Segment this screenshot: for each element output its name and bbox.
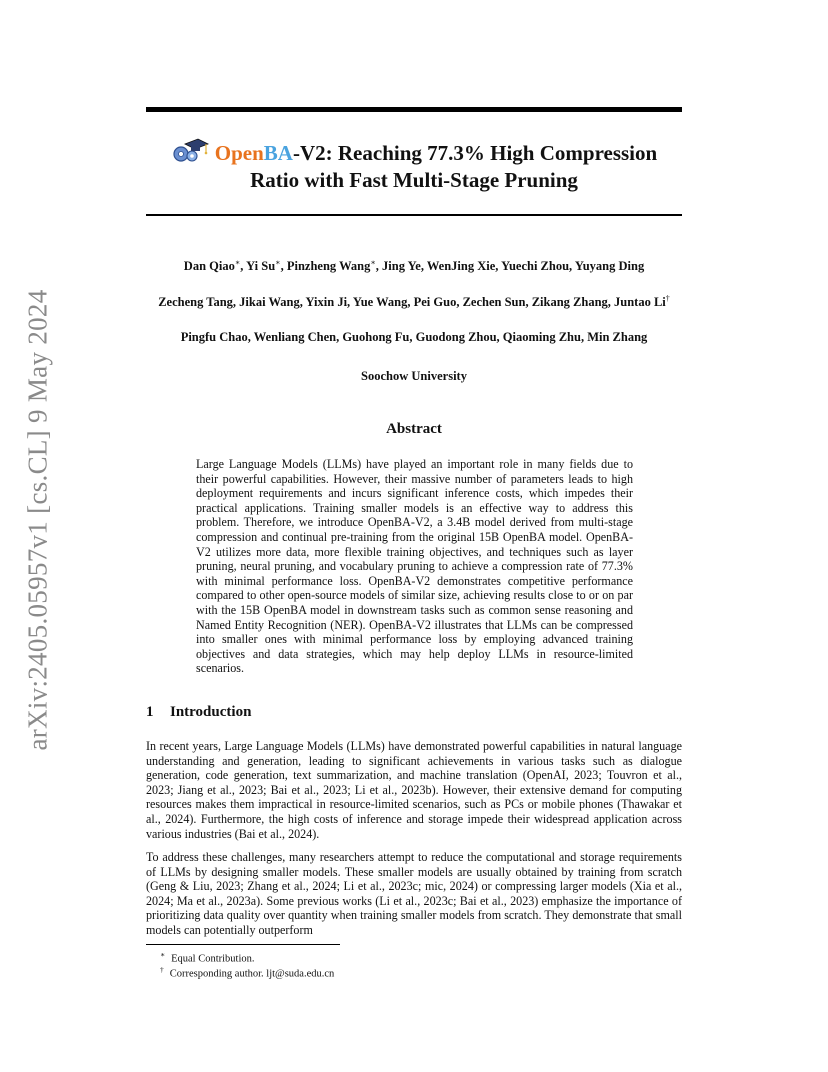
title-bottom-rule	[146, 214, 682, 216]
author: Pinzheng Wang∗	[286, 258, 376, 274]
arxiv-stamp-text: arXiv:2405.05957v1 [cs.CL] 9 May 2024	[22, 289, 53, 751]
author: Yuechi Zhou	[501, 259, 570, 274]
author-line-1: Dan Qiao∗, Yi Su∗, Pinzheng Wang∗, Jing Ye, WenJing Xie, Yuechi Zhou, Yuyang Ding	[183, 258, 645, 274]
paper-title	[146, 138, 682, 194]
title-brand-ba: BA	[263, 141, 293, 165]
footnote-corresponding-author	[160, 963, 334, 981]
intro-paragraph-1: In recent years, Large Language Models (LLMs) have demonstrated powerful capabilities in natural language understanding and generation, leading to significant achievements in various tasks such as dialogue generation, code generation, text summarization, and machine translation (OpenAI, 2023; Touvron et al., 2023; Jiang et al., 2023; Bai et al., 2023; Li et al., 2023b). However, their extensive demand for computing resources makes them impractical in resource-limited scenarios, such as PCs or mobile phones (Thawakar et al., 2024). Furthermore, the high costs of inference and storage impede their widespread application across various industries (Bai et al., 2024).	[146, 739, 682, 841]
corresponding-author-mark: †	[665, 294, 670, 303]
section-heading	[146, 704, 251, 721]
section-number: 1	[146, 704, 154, 720]
author: Jing Ye	[382, 259, 421, 274]
footnote-text: Equal Contribution.	[171, 953, 255, 965]
title-line-1-text: -V2: Reaching 77.3% High Compression	[292, 141, 658, 165]
footnote-rule	[146, 944, 340, 945]
arxiv-identifier-stamp	[22, 290, 54, 750]
author-line-3: Pingfu Chao, Wenliang Chen, Guohong Fu, Guodong Zhou, Qiaoming Zhu, Min Zhang	[180, 330, 648, 344]
affiliation: Soochow University	[361, 369, 467, 383]
title-brand-open: Open	[214, 141, 264, 165]
footnote-mark: ∗	[160, 950, 166, 959]
author-line-2-text: Zecheng Tang, Jikai Wang, Yixin Ji, Yue Wang, Pei Guo, Zechen Sun, Zikang Zhang, Juntao Li	[158, 295, 666, 310]
section-title: Introduction	[170, 704, 252, 720]
graduation-cap-gears-icon	[171, 138, 209, 164]
author: WenJing Xie	[426, 259, 496, 274]
abstract-body: Large Language Models (LLMs) have played an important role in many fields due to their powerful capabilities. However, their massive number of parameters leads to high deployment requirements and incurs significant inference costs, which impedes their practical applications. Training smaller models is an effective way to address this problem. Therefore, we introduce OpenBA-V2, a 3.4B model derived from multi-stage compression and continual pre-training from the original 15B OpenBA model. OpenBA-V2 utilizes more data, more flexible training objectives, and techniques such as layer pruning, neural pruning, and vocabulary pruning to achieve a compression rate of 77.3% with minimal performance loss. OpenBA-V2 demonstrates competitive performance compared to other open-source models of similar size, achieving results close to or on par with the 15B OpenBA model in downstream tasks such as common sense reasoning and Named Entity Recognition (NER). OpenBA-V2 illustrates that LLMs can be compressed into smaller ones with minimal performance loss by employing advanced training objectives and data strategies, which may help deploy LLMs in resource-limited scenarios.	[196, 457, 633, 676]
abstract-heading: Abstract	[386, 421, 442, 437]
author: Dan Qiao∗	[183, 258, 241, 274]
title-line-2: Ratio with Fast Multi-Stage Pruning	[250, 168, 578, 192]
author: Yuyang Ding	[574, 259, 645, 274]
author: Yi Su∗	[246, 258, 281, 274]
title-top-rule	[146, 107, 682, 112]
title-line-1	[146, 138, 682, 167]
author-line-2	[146, 291, 682, 310]
intro-paragraph-2: To address these challenges, many researchers attempt to reduce the computational and storage requirements of LLMs by designing smaller models. These smaller models are usually obtained by training from scratch (Geng & Liu, 2023; Zhang et al., 2024; Li et al., 2023c; mic, 2024) or compressing larger models (Xia et al., 2024; Ma et al., 2023a). Some previous works (Li et al., 2023c; Bai et al., 2023) emphasize the importance of prioritizing data quality over quantity when training smaller models from scratch. They demonstrate that small models can potentially outperform	[146, 850, 682, 937]
footnote-mark: †	[160, 965, 164, 974]
footnote-text: Corresponding author. ljt@suda.edu.cn	[169, 968, 335, 980]
